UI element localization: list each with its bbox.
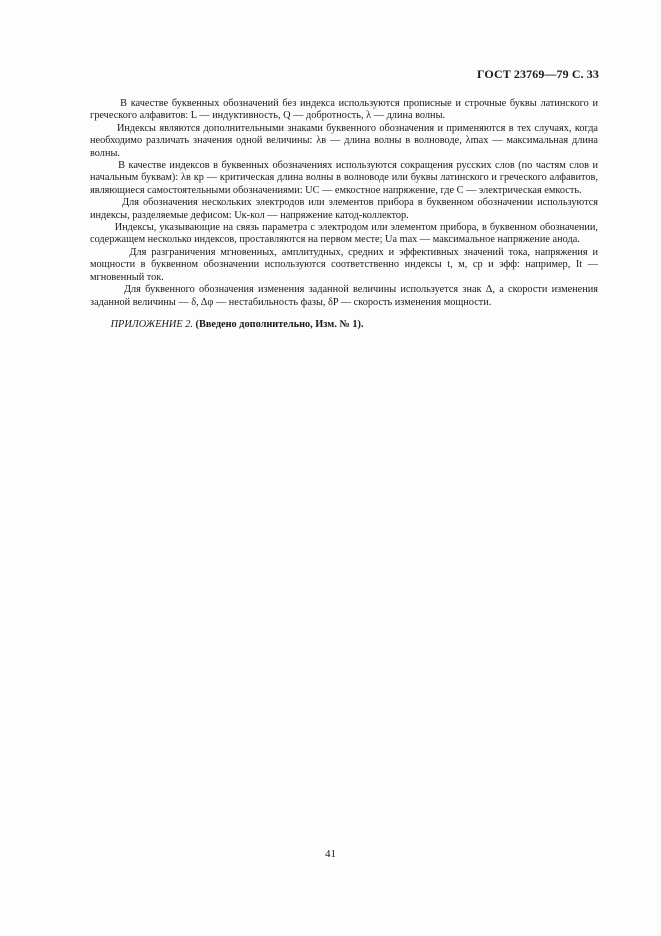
paragraph-1-text: В качестве буквенных обозначений без индекса используются прописные и строчные буквы латинского и греческого алфавитов: L — индуктивность, Q — добротность, λ — длина волны. [90, 98, 598, 122]
paragraph-4-text: Для обозначения нескольких электродов или элементов прибора в буквенном обозначении используются индексы, разделяемые дефисом: Uк-кол — напряжение катод-коллектор. [90, 197, 599, 221]
paragraph-5-text: Индексы, указывающие на связь параметра с электродом или элементом прибора, в буквенном обозначении, содержащем несколько индексов, проставляются на первом месте; Ua max — максимальное напряжение анода. [90, 222, 598, 246]
paragraph-2-text: Индексы являются дополнительными знаками буквенного обозначения и применяются в тех случаях, когда необходимо различать значения одной величины: λв — длина волны в волноводе, λmax — максимальная длина волны. [90, 122, 599, 159]
paragraph-4 [90, 197, 598, 222]
document-header: ГОСТ 23769—79 С. 33 [476, 67, 599, 81]
paragraph-7-text: Для буквенного обозначения изменения заданной величины используется знак Δ, а скорости изменения заданной величины — δ, Δφ — нестабильность фазы, δP — скорость изменения мощности. [90, 284, 598, 308]
page-number: 41 [325, 848, 336, 860]
appendix-amendment: (Введено дополнительно, Изм. № 1). [195, 318, 364, 330]
paragraph-3 [90, 160, 598, 197]
appendix-note [90, 319, 598, 331]
paragraph-3-text: В качестве индексов в буквенных обозначениях используются сокращения русских слов (по частям слов и начальным буквам): λв кр — критическая длина волны в волноводе или буквы латинского и греческого алфавитов, являющиеся самостоятельными обозначениями: UC — емкостное напряжение, где C — электрическая емкость. [90, 160, 599, 196]
document-body [90, 98, 598, 331]
appendix-label: ПРИЛОЖЕНИЕ 2. [110, 318, 193, 330]
paragraph-6-text: Для разграничения мгновенных, амплитудных, средних и эффективных значений тока, напряжения и мощности в буквенном обозначении используются соответственно индексы t, м, ср и эфф: например, It — мгновенный ток. [90, 246, 599, 283]
paragraph-1 [90, 98, 598, 123]
paragraph-7 [90, 284, 598, 309]
paragraph-2 [90, 123, 598, 160]
paragraph-6 [90, 247, 598, 284]
paragraph-5 [90, 222, 598, 247]
